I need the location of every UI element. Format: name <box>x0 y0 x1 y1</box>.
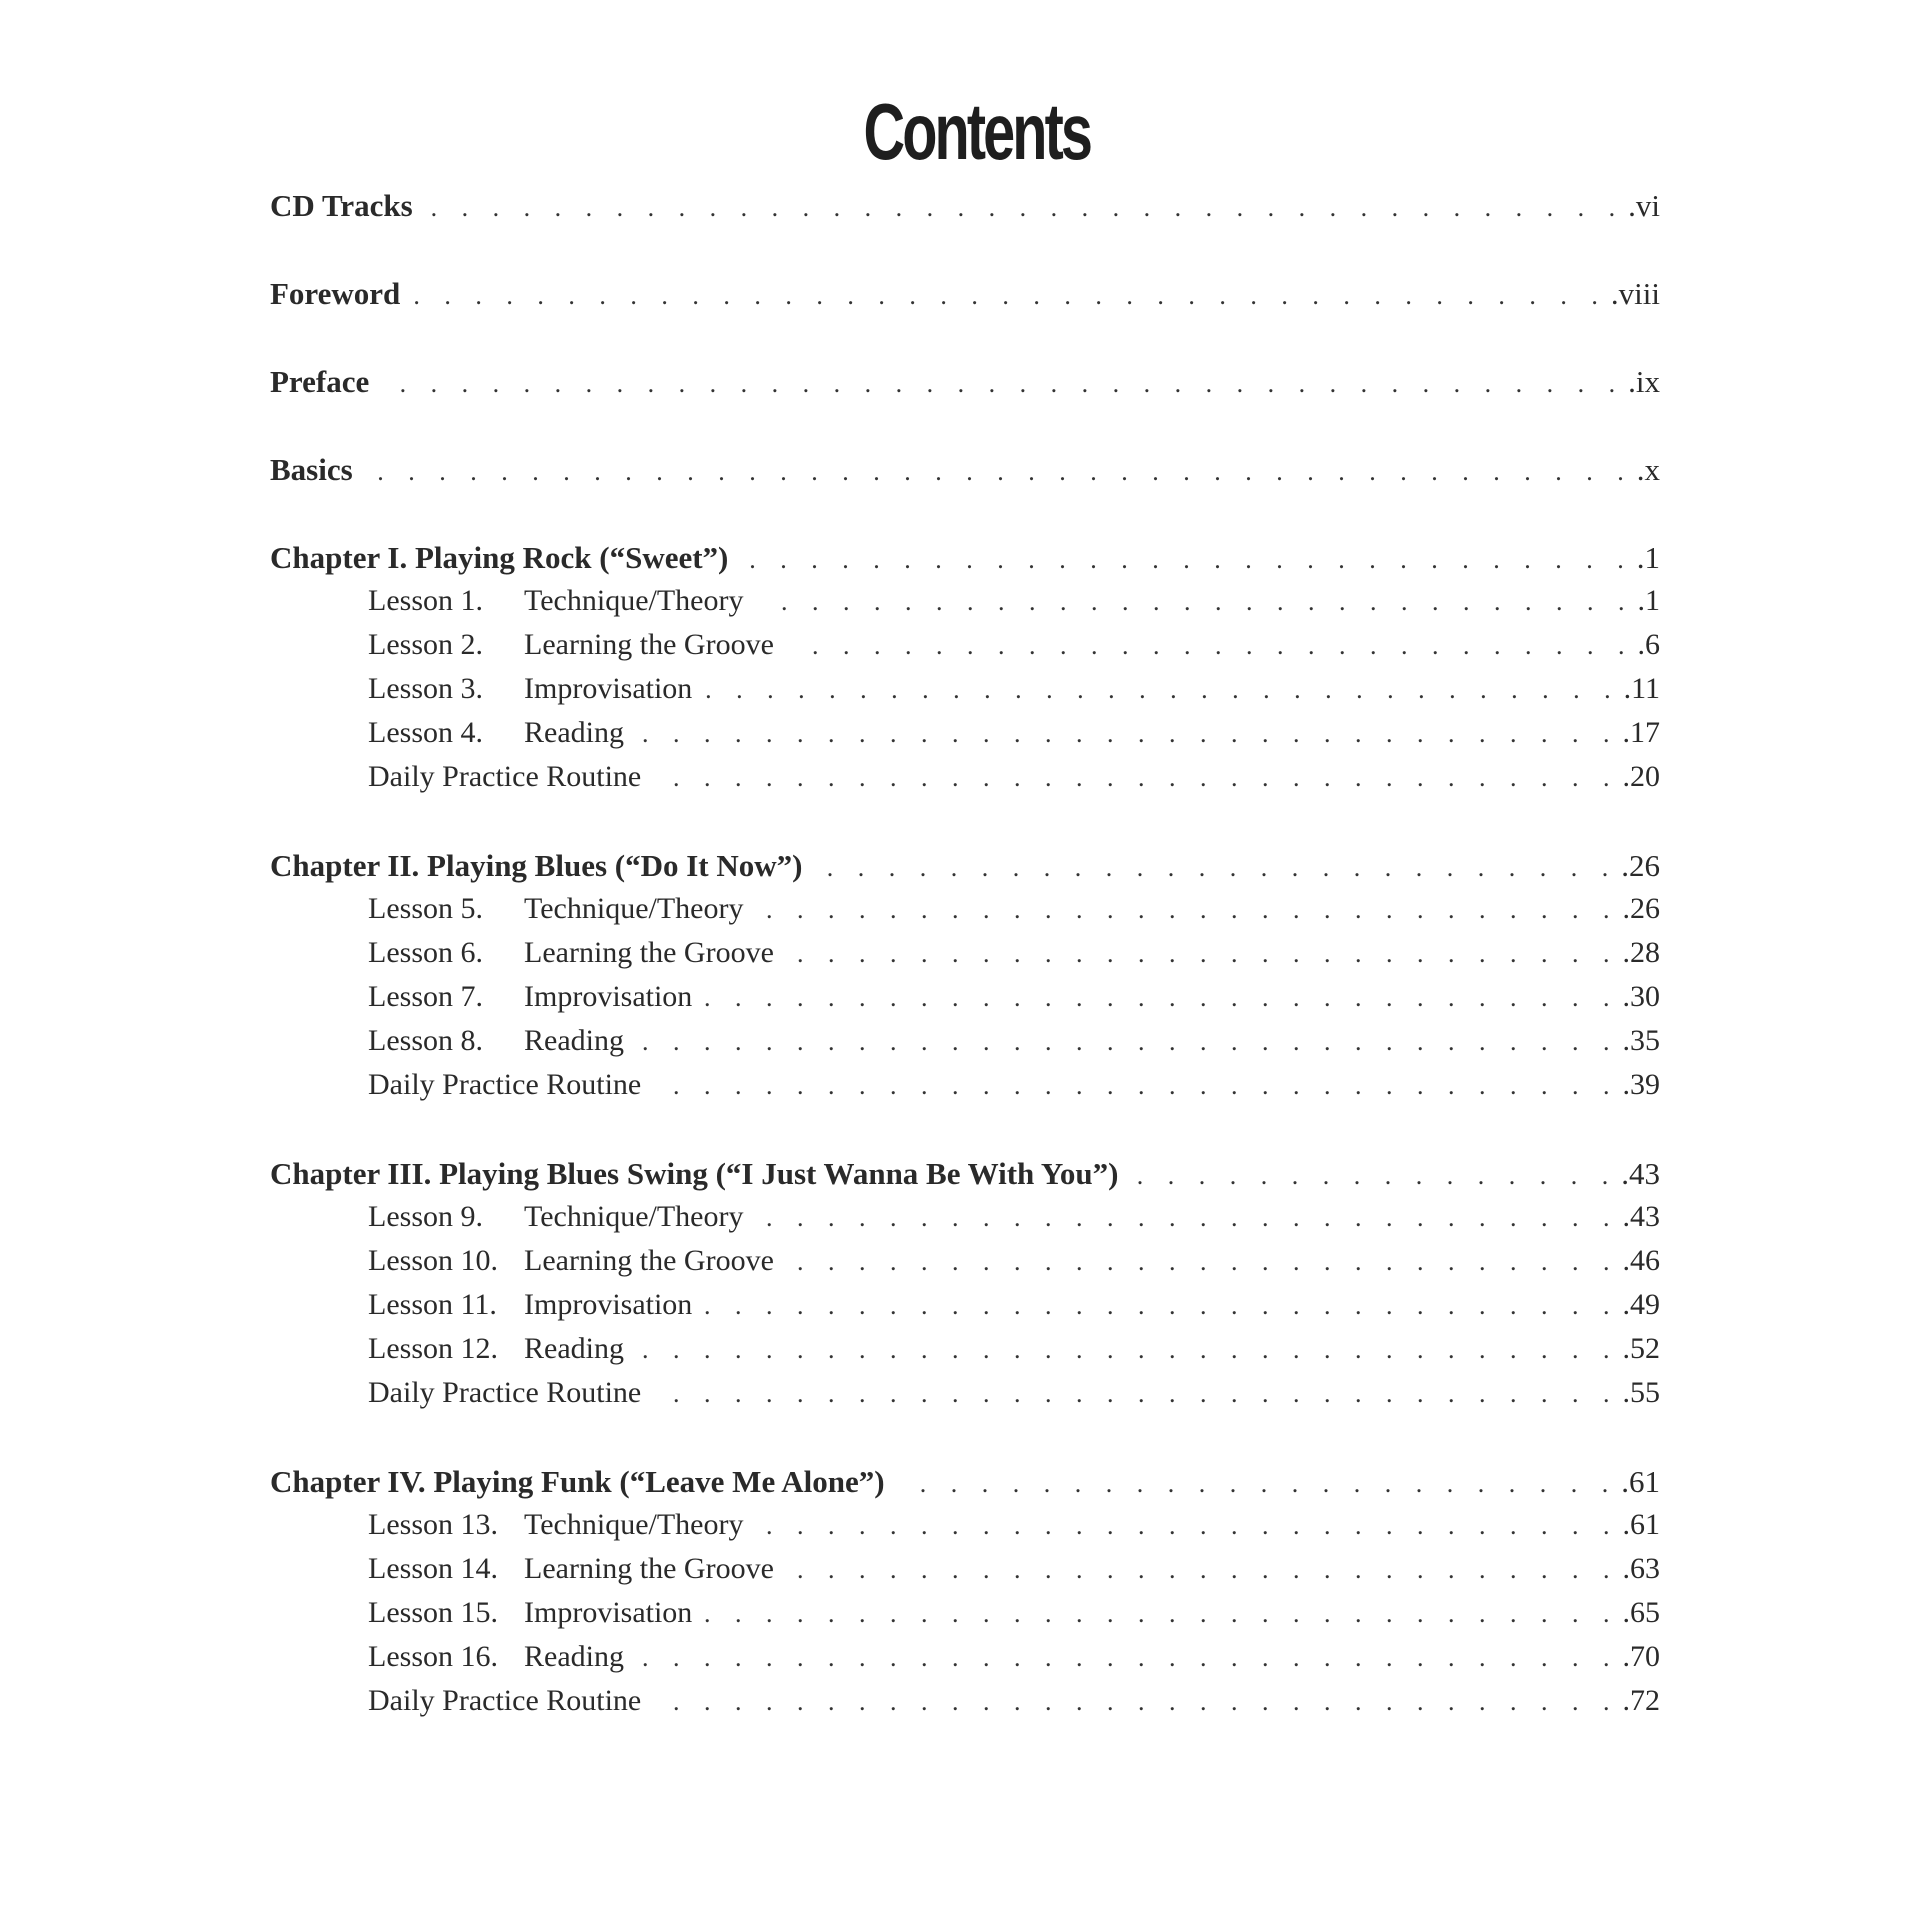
dot-leader <box>786 1247 1619 1277</box>
lesson-title: Learning the Groove <box>524 1244 774 1277</box>
lesson-title: Technique/Theory <box>524 584 744 617</box>
chapter-title: Chapter IV. Playing Funk (“Leave Me Alone”) <box>270 1464 885 1499</box>
toc-lesson-16[interactable] <box>270 1640 1660 1684</box>
toc-lesson-11[interactable] <box>270 1288 1660 1332</box>
dot-leader <box>365 457 1633 487</box>
toc-entry-basics[interactable] <box>270 452 1660 496</box>
toc-lesson-10[interactable] <box>270 1244 1660 1288</box>
toc-page-number: .vi <box>1628 188 1660 223</box>
toc-page-number: .55 <box>1622 1376 1660 1409</box>
toc-entry-cd-tracks[interactable] <box>270 188 1660 232</box>
lesson-number: Lesson 11. <box>368 1288 497 1321</box>
chapter-title: Chapter III. Playing Blues Swing (“I Just Wanna Be With You”) <box>270 1156 1119 1191</box>
lesson-title: Improvisation <box>524 980 693 1013</box>
lesson-title: Reading <box>524 716 624 749</box>
toc-page-number: .46 <box>1622 1244 1660 1277</box>
toc-page-number: .x <box>1636 452 1660 487</box>
dot-leader <box>704 1599 1618 1629</box>
lesson-title: Learning the Groove <box>524 1552 774 1585</box>
toc-page-number: .30 <box>1622 980 1660 1013</box>
dot-leader <box>704 675 1619 705</box>
chapter-title: Chapter II. Playing Blues (“Do It Now”) <box>270 848 803 883</box>
lesson-number: Lesson 8. <box>368 1024 483 1057</box>
toc-page-number: .ix <box>1628 364 1660 399</box>
toc-lesson-13[interactable] <box>270 1508 1660 1552</box>
toc-page-number: .43 <box>1621 1156 1660 1191</box>
toc-page-number: .28 <box>1622 936 1660 969</box>
toc-entry-label: CD Tracks <box>270 188 413 223</box>
lesson-title: Daily Practice Routine <box>368 1684 642 1717</box>
lesson-title: Technique/Theory <box>524 892 744 925</box>
dot-leader <box>653 1379 1618 1409</box>
toc-page-number: .39 <box>1622 1068 1660 1101</box>
toc-page-number: .70 <box>1622 1640 1660 1673</box>
toc-page-number: .1 <box>1636 540 1660 575</box>
toc-page-number: .20 <box>1622 760 1660 793</box>
lesson-number: Lesson 12. <box>368 1332 498 1365</box>
toc-page-number: .17 <box>1622 716 1660 749</box>
dot-leader <box>425 193 1624 223</box>
lesson-number: Lesson 13. <box>368 1508 498 1541</box>
lesson-number: Lesson 16. <box>368 1640 498 1673</box>
dot-leader <box>786 1555 1619 1585</box>
toc-lesson-9[interactable] <box>270 1200 1660 1244</box>
toc-page-number: .viii <box>1610 276 1660 311</box>
toc-page-number: .6 <box>1637 628 1660 661</box>
toc-page-number: .65 <box>1622 1596 1660 1629</box>
dot-leader <box>653 763 1618 793</box>
dot-leader <box>412 281 1607 311</box>
lesson-title: Reading <box>524 1332 624 1365</box>
lesson-title: Daily Practice Routine <box>368 1376 642 1409</box>
toc-chapter-4[interactable] <box>270 1464 1660 1508</box>
table-of-contents <box>270 188 1660 1728</box>
lesson-number: Lesson 15. <box>368 1596 498 1629</box>
toc-page-number: .63 <box>1622 1552 1660 1585</box>
toc-entry-foreword[interactable] <box>270 276 1660 320</box>
toc-page-number: .43 <box>1622 1200 1660 1233</box>
lesson-number: Lesson 9. <box>368 1200 483 1233</box>
lesson-title: Daily Practice Routine <box>368 1068 642 1101</box>
toc-daily-practice-4[interactable] <box>270 1684 1660 1728</box>
dot-leader <box>636 1335 1619 1365</box>
dot-leader <box>1130 1161 1617 1191</box>
lesson-number: Lesson 2. <box>368 628 483 661</box>
lesson-number: Lesson 3. <box>368 672 483 705</box>
lesson-number: Lesson 10. <box>368 1244 498 1277</box>
toc-lesson-7[interactable] <box>270 980 1660 1024</box>
toc-daily-practice-3[interactable] <box>270 1376 1660 1420</box>
toc-entry-label: Basics <box>270 452 353 487</box>
lesson-number: Lesson 7. <box>368 980 483 1013</box>
toc-lesson-12[interactable] <box>270 1332 1660 1376</box>
dot-leader <box>755 1511 1618 1541</box>
toc-chapter-2[interactable] <box>270 848 1660 892</box>
toc-lesson-14[interactable] <box>270 1552 1660 1596</box>
lesson-title: Improvisation <box>524 1288 693 1321</box>
dot-leader <box>704 983 1618 1013</box>
dot-leader <box>755 895 1618 925</box>
toc-lesson-8[interactable] <box>270 1024 1660 1068</box>
toc-page-number: .26 <box>1621 848 1660 883</box>
toc-page-number: .61 <box>1621 1464 1660 1499</box>
toc-lesson-15[interactable] <box>270 1596 1660 1640</box>
lesson-number: Lesson 5. <box>368 892 483 925</box>
lesson-title: Reading <box>524 1024 624 1057</box>
toc-daily-practice-1[interactable] <box>270 760 1660 804</box>
toc-page-number: .26 <box>1622 892 1660 925</box>
dot-leader <box>897 1469 1618 1499</box>
dot-leader <box>636 1643 1619 1673</box>
toc-daily-practice-2[interactable] <box>270 1068 1660 1112</box>
lesson-title: Improvisation <box>524 672 693 705</box>
dot-leader <box>814 853 1617 883</box>
lesson-number: Lesson 14. <box>368 1552 498 1585</box>
dot-leader <box>786 631 1634 661</box>
dot-leader <box>653 1071 1618 1101</box>
toc-lesson-4[interactable] <box>270 716 1660 760</box>
dot-leader <box>636 1027 1619 1057</box>
page-title: Contents <box>863 87 1091 176</box>
dot-leader <box>740 545 1632 575</box>
chapter-title: Chapter I. Playing Rock (“Sweet”) <box>270 540 729 575</box>
toc-entry-label: Foreword <box>270 276 401 311</box>
lesson-number: Lesson 6. <box>368 936 483 969</box>
dot-leader <box>381 369 1624 399</box>
toc-lesson-5[interactable] <box>270 892 1660 936</box>
toc-page-number: .35 <box>1622 1024 1660 1057</box>
dot-leader <box>755 587 1633 617</box>
toc-page-number: .1 <box>1637 584 1660 617</box>
dot-leader <box>653 1687 1618 1717</box>
toc-page-number: .49 <box>1622 1288 1660 1321</box>
lesson-title: Daily Practice Routine <box>368 760 642 793</box>
lesson-title: Learning the Groove <box>524 936 774 969</box>
toc-lesson-3[interactable] <box>270 672 1660 716</box>
lesson-title: Learning the Groove <box>524 628 774 661</box>
dot-leader <box>755 1203 1618 1233</box>
dot-leader <box>704 1291 1618 1321</box>
toc-chapter-3[interactable] <box>270 1156 1660 1200</box>
toc-entry-preface[interactable] <box>270 364 1660 408</box>
dot-leader <box>636 719 1619 749</box>
toc-entry-label: Preface <box>270 364 370 399</box>
lesson-title: Improvisation <box>524 1596 693 1629</box>
toc-page-number: .61 <box>1622 1508 1660 1541</box>
lesson-title: Reading <box>524 1640 624 1673</box>
lesson-title: Technique/Theory <box>524 1508 744 1541</box>
toc-page-number: .52 <box>1622 1332 1660 1365</box>
lesson-number: Lesson 1. <box>368 584 483 617</box>
toc-page-number: .72 <box>1622 1684 1660 1717</box>
toc-lesson-1[interactable] <box>270 584 1660 628</box>
lesson-title: Technique/Theory <box>524 1200 744 1233</box>
dot-leader <box>786 939 1619 969</box>
toc-chapter-1[interactable] <box>270 540 1660 584</box>
toc-lesson-2[interactable] <box>270 628 1660 672</box>
toc-page-number: .11 <box>1623 672 1660 705</box>
toc-lesson-6[interactable] <box>270 936 1660 980</box>
lesson-number: Lesson 4. <box>368 716 483 749</box>
